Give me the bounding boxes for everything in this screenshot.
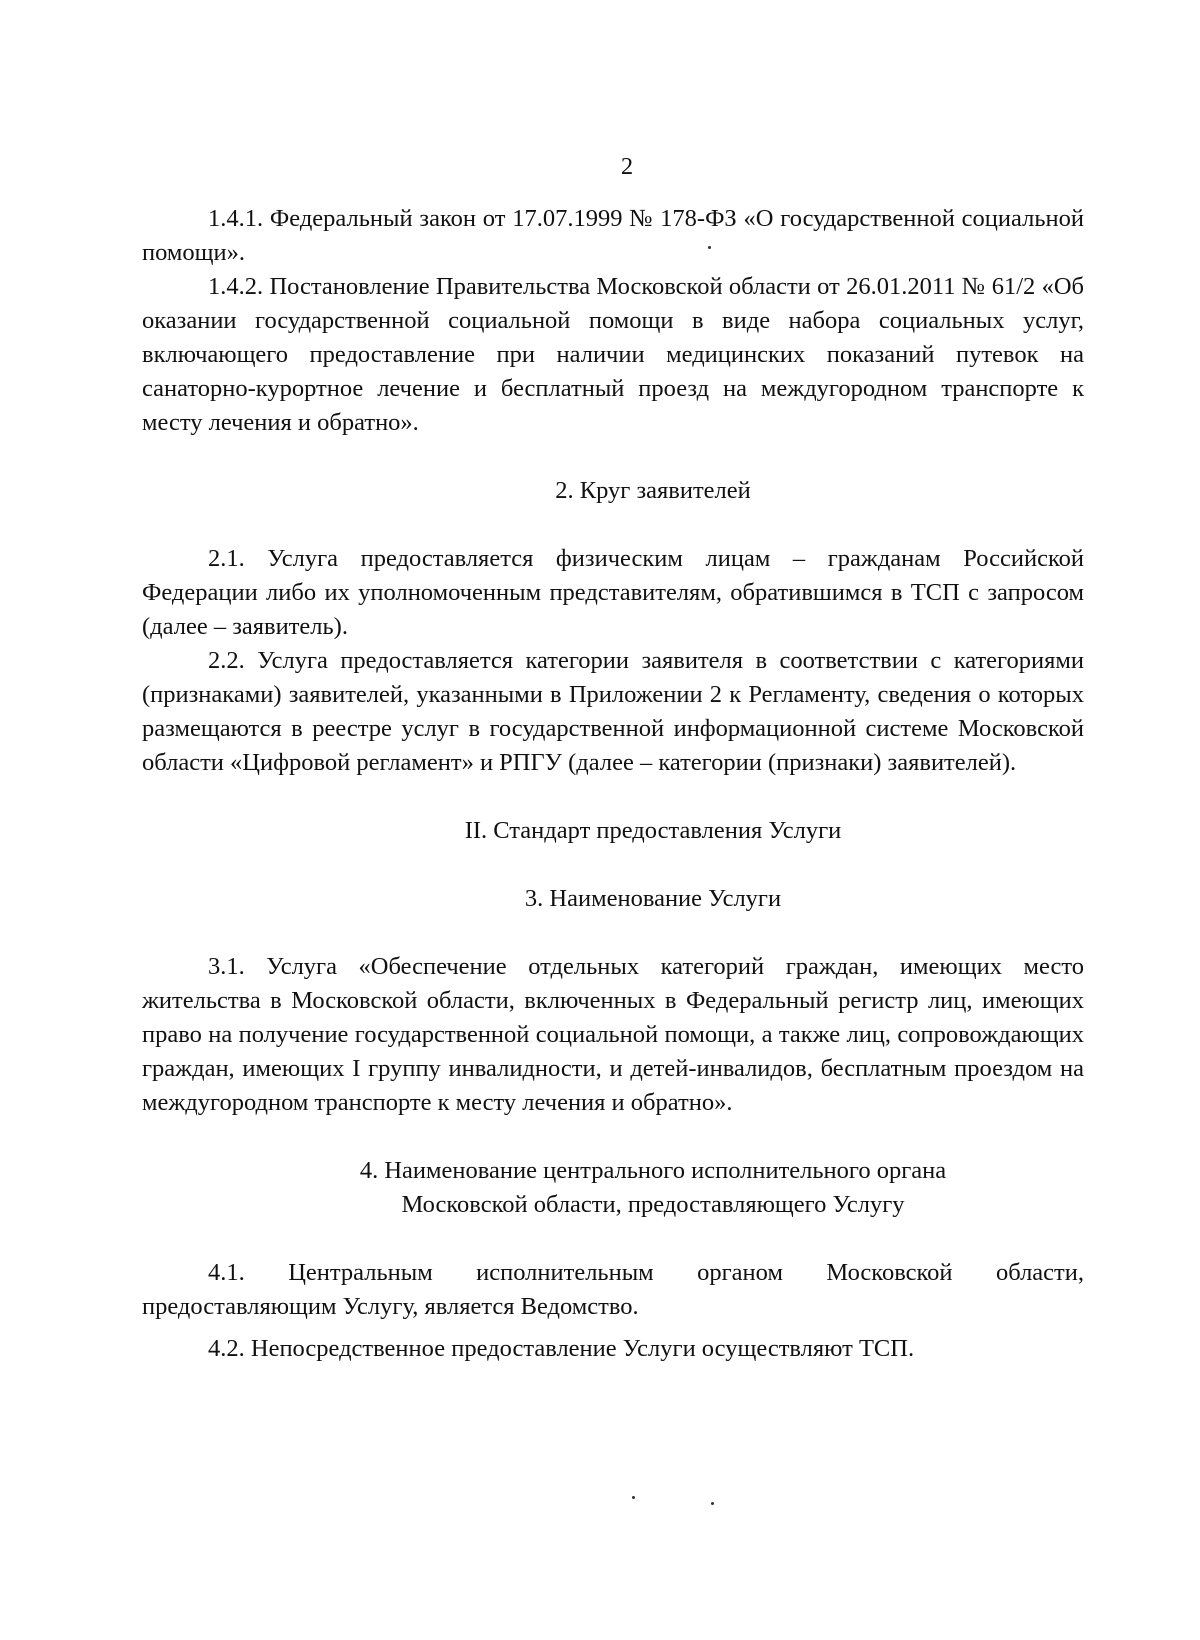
paragraph-1-4-2: 1.4.2. Постановление Правительства Московской области от 26.01.2011 № 61/2 «Об оказании государственной социальной помощи в виде набора социальных услуг, включающего предоставление при наличии медицинских показаний путевок на санаторно-курортное лечение и бесплатный проезд на междугородном транспорте к месту лечения и обратно». (142, 273, 1084, 436)
section-heading-service-name: 3. Наименование Услуги (524, 885, 782, 912)
scan-speck (708, 246, 711, 249)
paragraph-1-4-1: 1.4.1. Федеральный закон от 17.07.1999 № 178-ФЗ «О государственной социальной помощи». (142, 205, 1084, 266)
document-page (142, 150, 1084, 1366)
paragraph-2-1: 2.1. Услуга предоставляется физическим лицам – гражданам Российской Федерации либо их уполномоченным представителям, обратившимся в ТСП с запросом (далее – заявитель). (142, 545, 1084, 640)
section-heading-executive-body (142, 1154, 1084, 1222)
section-heading-executive-body-line1: 4. Наименование центрального исполнительного органа (359, 1157, 947, 1184)
paragraph-4-1: 4.1. Центральным исполнительным органом Московской области, предоставляющим Услугу, является Ведомство. (142, 1259, 1084, 1320)
paragraph-4-2: 4.2. Непосредственное предоставление Услуги осуществляют ТСП. (208, 1335, 915, 1362)
section-heading-applicants: 2. Круг заявителей (555, 477, 751, 504)
section-heading-executive-body-line2: Московской области, предоставляющего Услугу (401, 1191, 905, 1218)
paragraph-3-1: 3.1. Услуга «Обеспечение отдельных категорий граждан, имеющих место жительства в Московской области, включенных в Федеральный регистр лиц, имеющих право на получение государственной социальной помощи, а также лиц, сопровождающих граждан, имеющих I группу инвалидности, и детей-инвалидов, бесплатным проездом на междугородном транспорте к месту лечения и обратно». (142, 953, 1084, 1116)
paragraph-2-2: 2.2. Услуга предоставляется категории заявителя в соответствии с категориями (признаками) заявителей, указанными в Приложении 2 к Регламенту, сведения о которых размещаются в реестре услуг в государственной информационной системе Московской области «Цифровой регламент» и РПГУ (далее – категории (признаки) заявителей). (142, 647, 1084, 776)
page-number: 2 (620, 153, 634, 180)
chapter-heading-standard: II. Стандарт предоставления Услуги (464, 817, 842, 844)
scan-speck (711, 1502, 714, 1505)
scan-speck (632, 1496, 635, 1499)
